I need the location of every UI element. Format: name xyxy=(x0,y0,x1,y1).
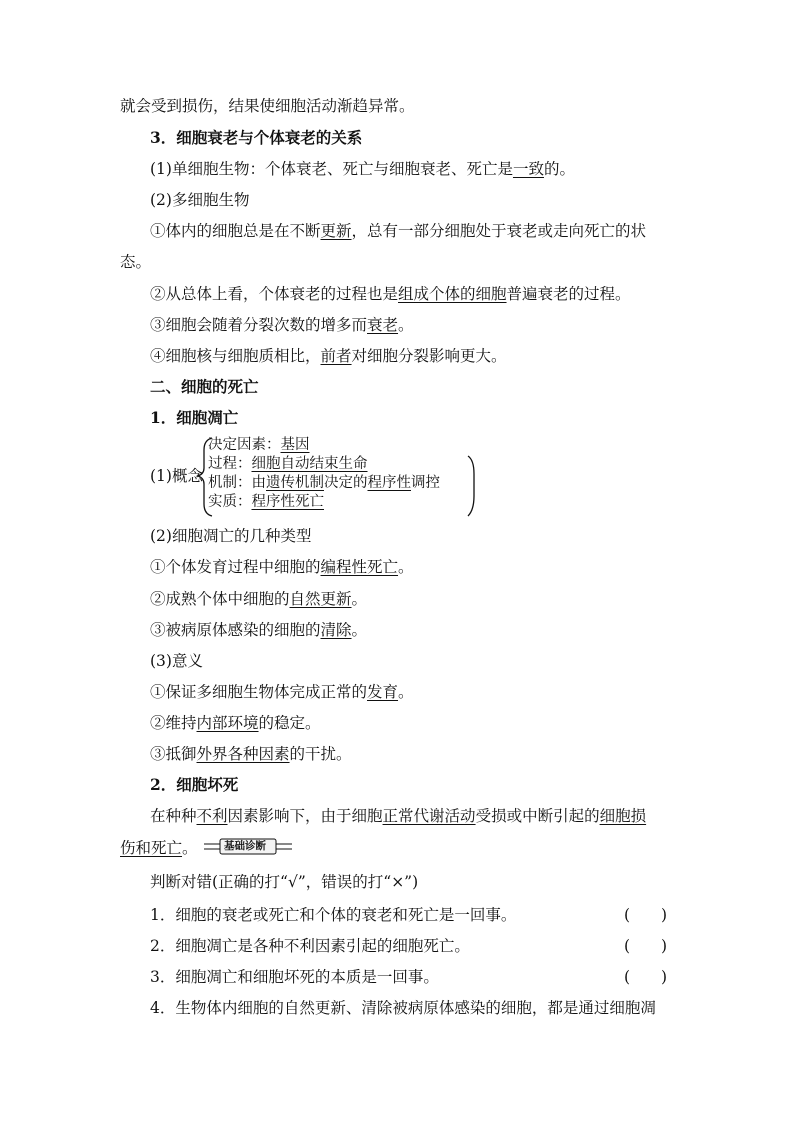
answer-blank: 一致 xyxy=(512,160,544,178)
answer-blank: 伤和死亡 xyxy=(120,839,183,857)
answer-blank: 细胞损 xyxy=(599,807,647,825)
text-line: ②维持内部环境的稳定。 xyxy=(150,714,321,732)
answer-blank: 细胞自动结束生命 xyxy=(251,456,368,472)
text-line: (1)单细胞生物：个体衰老、死亡与细胞衰老、死亡是一致的。 xyxy=(150,160,575,178)
concept-label: (1)概念 xyxy=(150,467,203,485)
text-line: ③抵御外界各种因素的干扰。 xyxy=(150,745,352,763)
text-line: 伤和死亡。 xyxy=(120,839,198,857)
text-line: 态。 xyxy=(120,253,152,271)
concept-row: 过程：细胞自动结束生命 xyxy=(208,456,368,472)
tag-label: 基础诊断 xyxy=(224,840,266,852)
section-heading: 2．细胞坏死 xyxy=(150,775,239,794)
question-item: 4．生物体内细胞的自然更新、清除被病原体感染的细胞，都是通过细胞凋 xyxy=(150,999,656,1017)
question-item: 3．细胞凋亡和细胞坏死的本质是一回事。 xyxy=(150,968,439,986)
answer-parens[interactable]: ( ) xyxy=(624,937,668,955)
answer-blank: 编程性死亡 xyxy=(320,558,399,576)
text-line: ③被病原体感染的细胞的清除。 xyxy=(150,621,368,639)
answer-blank: 发育 xyxy=(367,683,399,701)
text-line: (3)意义 xyxy=(150,652,203,670)
question-item: 2．细胞凋亡是各种不利因素引起的细胞死亡。 xyxy=(150,937,470,955)
concept-row: 实质：程序性死亡 xyxy=(208,494,324,510)
text-line: ②从总体上看，个体衰老的过程也是组成个体的细胞普遍衰老的过程。 xyxy=(150,285,631,303)
answer-blank: 基因 xyxy=(280,437,310,453)
answer-parens[interactable]: ( ) xyxy=(624,968,668,986)
concept-row: 决定因素：基因 xyxy=(208,437,310,453)
text-line: 就会受到损伤，结果使细胞活动渐趋异常。 xyxy=(120,97,415,115)
answer-blank: 程序性死亡 xyxy=(251,494,324,510)
text-line: ①个体发育过程中细胞的编程性死亡。 xyxy=(150,558,414,576)
answer-blank: 程序性 xyxy=(367,475,411,491)
instruction-line: 判断对错(正确的打“√”，错误的打“×”) xyxy=(150,873,419,891)
answer-blank: 组成个体的细胞 xyxy=(398,285,507,303)
answer-blank: 外界各种因素 xyxy=(196,745,290,763)
concept-brace-block xyxy=(150,434,490,518)
answer-blank: 更新 xyxy=(320,222,352,240)
basic-diagnosis-tag xyxy=(204,838,292,856)
text-line: ④细胞核与细胞质相比，前者对细胞分裂影响更大。 xyxy=(150,347,507,365)
section-heading: 二、细胞的死亡 xyxy=(150,377,259,396)
answer-parens[interactable]: ( ) xyxy=(624,906,668,924)
text-line: ③细胞会随着分裂次数的增多而衰老。 xyxy=(150,316,414,334)
text-line: ②成熟个体中细胞的自然更新。 xyxy=(150,590,368,608)
text-line: 在种种不利因素影响下，由于细胞正常代谢活动受损或中断引起的细胞损 xyxy=(150,807,647,825)
section-heading: 3．细胞衰老与个体衰老的关系 xyxy=(150,128,363,147)
question-item: 1．细胞的衰老或死亡和个体的衰老和死亡是一回事。 xyxy=(150,906,517,924)
answer-blank: 清除 xyxy=(320,621,352,639)
answer-blank: 内部环境 xyxy=(196,714,259,732)
answer-blank: 前者 xyxy=(320,347,352,365)
text-line: (2)多细胞生物 xyxy=(150,191,250,209)
concept-row: 机制：由遗传机制决定的程序性调控 xyxy=(208,475,440,491)
section-heading: 1．细胞凋亡 xyxy=(150,408,239,427)
answer-blank: 自然更新 xyxy=(289,590,352,608)
answer-blank: 正常代谢活动 xyxy=(382,807,476,825)
text-line: ①保证多细胞生物体完成正常的发育。 xyxy=(150,683,414,701)
answer-blank: 遗传机制 xyxy=(266,475,324,491)
text-line: ①体内的细胞总是在不断更新，总有一部分细胞处于衰老或走向死亡的状 xyxy=(150,222,647,240)
text-line: (2)细胞凋亡的几种类型 xyxy=(150,527,312,545)
answer-blank: 衰老 xyxy=(367,316,399,334)
answer-blank: 不利 xyxy=(196,807,228,825)
